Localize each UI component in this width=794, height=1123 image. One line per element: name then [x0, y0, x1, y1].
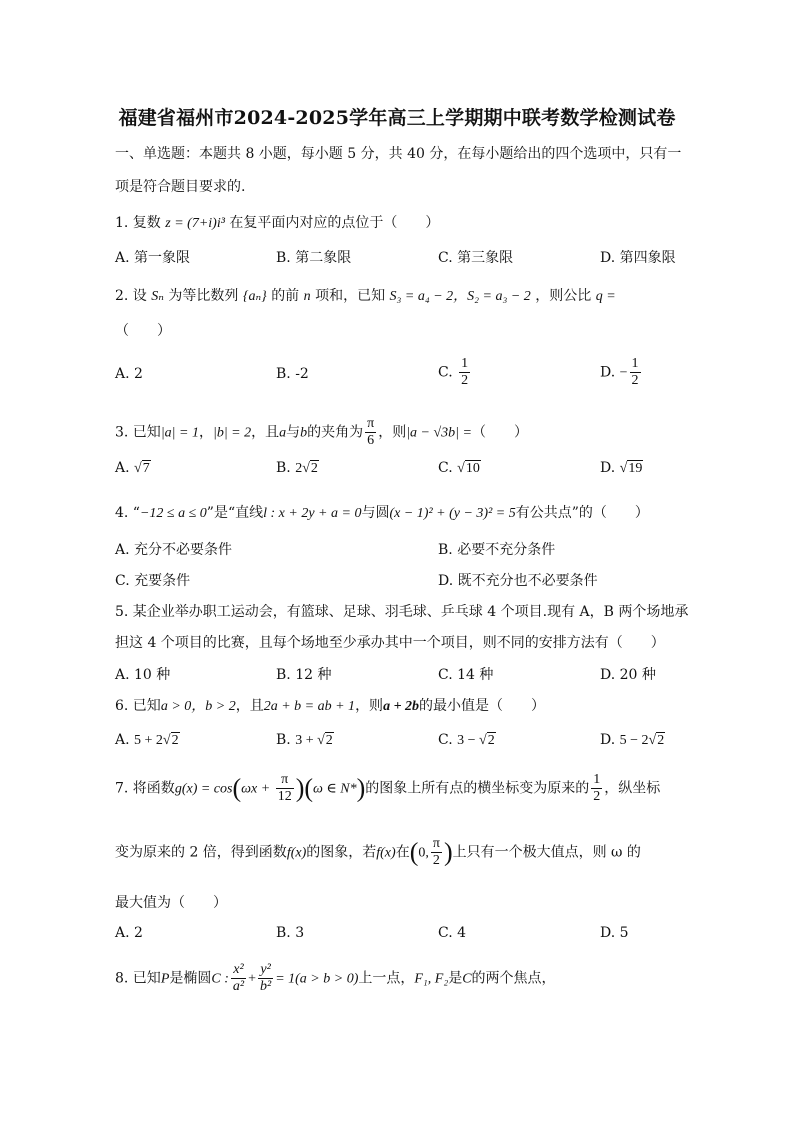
q6-text-c: ，则	[355, 698, 384, 714]
q4-option-a: A. 充分不必要条件	[115, 542, 233, 558]
q3-option-c-label: C.	[438, 460, 453, 476]
q3-text-f: ，则	[378, 424, 407, 441]
q3-text-g: （ ）	[471, 424, 528, 441]
q2-text-c: 的前	[271, 288, 300, 304]
q2-text-a: 2. 设	[115, 288, 147, 304]
q7-phase-num: π	[276, 772, 294, 789]
q2-n: n	[303, 289, 311, 304]
q7-fx: f(x)	[286, 845, 307, 861]
q1-suffix: 在复平面内对应的点位于（ ）	[229, 215, 440, 231]
q3-text-c: ，且	[251, 424, 280, 441]
q2-c-den: 2	[461, 373, 469, 388]
question-4	[115, 502, 649, 522]
q7-half-fraction	[591, 772, 602, 805]
question-7-line1: 7. 将函数g(x) = cos(ωx + $\frac{\pi}{12}$ )(ω ∈ N*)的图象上所有点的横坐标变为原来的 $\frac{1}{2}$ ，纵坐标	[115, 772, 661, 804]
q3-option-a-value: √7	[134, 461, 150, 476]
q8-text-b: 是椭圆	[169, 970, 212, 987]
q6-option-c-value: 3 −	[457, 733, 480, 748]
q7-inner: ωx +	[241, 781, 274, 797]
q3-text-b: ，	[198, 424, 213, 441]
q1-option-c: C. 第三象限	[438, 250, 514, 266]
q4-circle-eq: (x − 1)² + (y − 3)² = 5	[389, 506, 516, 521]
q3-text-a: 3. 已知	[115, 424, 161, 441]
q4-text-a: 4. “	[115, 505, 140, 521]
q3-expression: |a − √3b| =	[406, 425, 472, 441]
question-2-line2: （ ）	[115, 323, 171, 339]
question-6	[115, 695, 545, 715]
q6-option-d: D. 5 − 2√2	[600, 732, 665, 748]
q6-text-a: 6. 已知	[115, 698, 161, 714]
q2-c-num: 1	[461, 356, 469, 371]
q3-option-b-label: B.	[276, 460, 291, 476]
q6-cond-1: a > 0，b > 2	[160, 699, 236, 714]
q6-option-a-label: A.	[115, 732, 130, 748]
q7-half-den: 2	[593, 789, 601, 804]
q1-option-b: B. 第二象限	[276, 250, 352, 266]
question-5-line2: 担这 4 个项目的比赛，且每个场地至少承办其中一个项目，则不同的安排方法有（ ）	[115, 635, 665, 651]
q7-text-b: 的图象上所有点的横坐标变为原来的	[365, 780, 590, 797]
q2-d-num: 1	[631, 356, 639, 371]
q3-b-coef: 2	[295, 461, 303, 476]
q6-option-c: C. 3 − √2	[438, 732, 495, 748]
q3-option-b-value: 2√2	[295, 461, 318, 476]
q4-text-b: ”是“直线	[206, 505, 264, 521]
q2-sn: Sₙ	[151, 289, 164, 304]
q3-angle-fraction	[365, 416, 376, 449]
q4-option-c: C. 充要条件	[115, 573, 191, 589]
q4-line-eq: l : x + 2y + a = 0	[263, 506, 362, 521]
q2-text-b: 为等比数列	[168, 288, 239, 304]
q8-foci: F₁, F₂	[414, 971, 449, 987]
q7-phase-den: 12	[277, 789, 292, 804]
q6-d-radicand: 2	[657, 733, 665, 748]
q3-norm-b: |b| = 2	[212, 425, 252, 441]
q6-option-a: A. 5 + 2√2	[115, 732, 179, 748]
q8-y-fraction	[258, 962, 273, 995]
q5-option-b: B. 12 种	[276, 667, 332, 683]
q2-option-c-fraction	[459, 356, 470, 389]
q8-b2: b²	[259, 979, 272, 994]
q8-point: P	[160, 971, 170, 987]
q3-option-d	[600, 460, 643, 477]
q8-a2: a²	[232, 979, 245, 994]
q8-ellipse-c: C	[462, 971, 472, 987]
q2-option-c	[438, 356, 472, 389]
question-2-line1	[115, 285, 616, 305]
q7-half-num: 1	[593, 772, 601, 787]
q7-text-e: 的图象，若	[306, 844, 377, 861]
q3-option-c-value: √10	[457, 461, 480, 476]
q3-option-c	[438, 460, 481, 477]
q2-text-d: 项和，已知	[315, 288, 386, 304]
q8-plus: +	[248, 971, 256, 987]
q7-text-d: 变为原来的 2 倍，得到函数	[115, 844, 287, 861]
q7-interval-start: 0,	[418, 845, 429, 861]
q8-text-e: 的两个焦点，	[471, 970, 556, 987]
q7-phase-fraction	[276, 772, 294, 805]
q2-option-d-fraction	[630, 356, 641, 389]
q6-option-d-value: 5 − 2	[619, 733, 649, 748]
q7-option-b: B. 3	[276, 925, 305, 941]
q7-interval-fraction	[431, 836, 442, 869]
q6-a-radicand: 2	[171, 733, 179, 748]
q2-an: {aₙ}	[242, 289, 267, 304]
question-5-line1: 5. 某企业举办职工运动会，有篮球、足球、羽毛球、乒乓球 4 个项目.现有 A，B 两个场地承	[115, 604, 689, 620]
q6-text-b: ，且	[235, 698, 264, 714]
q3-a-radicand: 7	[142, 461, 150, 476]
q7-option-c: C. 4	[438, 925, 467, 941]
q6-option-b-label: B.	[276, 732, 291, 748]
q8-x-fraction	[231, 962, 246, 995]
q7-text-g: 上只有一个极大值点，则 ω 的	[452, 844, 641, 861]
q2-option-d	[600, 356, 643, 389]
q1-expr: z = (7+i)i³	[165, 216, 225, 231]
q8-ellipse-rest: = 1(a > b > 0)	[275, 971, 359, 987]
q7-condition: ω ∈ N*	[313, 781, 357, 797]
q3-text-e: 的夹角为	[307, 424, 364, 441]
q3-option-a-label: A.	[115, 460, 130, 476]
q4-range: −12 ≤ a ≤ 0	[139, 506, 207, 521]
q7-text-a: 7. 将函数	[115, 780, 175, 797]
q6-option-d-label: D.	[600, 732, 616, 748]
q8-text-c: 上一点，	[358, 970, 415, 987]
q7-function: g(x) = cos	[174, 781, 233, 797]
q8-text-d: 是	[448, 970, 463, 987]
q6-option-b-value: 3 +	[295, 733, 318, 748]
q7-int-num: π	[432, 836, 440, 851]
page-title: 福建省福州市2024-2025学年高三上学期期中联考数学检测试卷	[118, 107, 676, 129]
q3-b-radicand: 2	[310, 461, 318, 476]
q8-x2: x²	[231, 962, 246, 979]
question-3	[115, 416, 528, 449]
q7-text-f: 在	[395, 844, 410, 861]
q1-prefix: 1. 复数	[115, 215, 161, 231]
q3-norm-a: |a| = 1	[160, 425, 199, 441]
q3-option-d-label: D.	[600, 460, 616, 476]
q6-b-radicand: 2	[325, 733, 333, 748]
q6-c-radicand: 2	[487, 733, 495, 748]
q3-option-b	[276, 460, 319, 477]
q2-option-b: B. -2	[276, 366, 309, 382]
q2-d-sign: −	[619, 365, 628, 381]
q5-option-a: A. 10 种	[115, 667, 171, 683]
section-instructions-line1: 一、单选题：本题共 8 小题，每小题 5 分，共 40 分，在每小题给出的四个选项中，只有一	[115, 146, 682, 162]
question-1	[115, 212, 439, 232]
q7-int-den: 2	[432, 853, 440, 868]
q7-option-d: D. 5	[600, 925, 629, 941]
q2-q: q =	[595, 289, 616, 304]
q3-text-d: 与	[286, 424, 301, 441]
q2-condition: S₃ = a₄ − 2，S₂ = a₃ − 2	[389, 289, 531, 304]
q6-text-d: 的最小值是（ ）	[419, 698, 546, 714]
q2-option-d-label: D.	[600, 364, 616, 381]
q1-option-a: A. 第一象限	[115, 250, 191, 266]
q6-cond-2: 2a + b = ab + 1	[263, 699, 356, 714]
q5-option-d: D. 20 种	[600, 667, 656, 683]
question-7-line2: 变为原来的 2 倍，得到函数f(x)的图象，若f(x)在(0, $\frac{\pi}{2}$ )上只有一个极大值点，则 ω 的	[115, 836, 641, 868]
q8-y2: y²	[258, 962, 273, 979]
q4-text-c: 与圆	[361, 505, 390, 521]
q3-angle-den: 6	[367, 433, 375, 448]
q2-option-c-label: C.	[438, 364, 453, 381]
q8-text-a: 8. 已知	[115, 970, 161, 987]
q3-d-radicand: 19	[628, 461, 643, 476]
q7-text-c: ，纵坐标	[604, 780, 661, 797]
q4-text-d: 有公共点”的（ ）	[515, 505, 649, 521]
q5-option-c: C. 14 种	[438, 667, 494, 683]
q3-option-a	[115, 460, 151, 477]
q8-ellipse-label: C :	[211, 971, 229, 987]
q3-vec-a: a	[279, 425, 287, 441]
q3-angle-num: π	[367, 416, 375, 431]
q4-option-b: B. 必要不充分条件	[438, 542, 556, 558]
q2-d-den: 2	[631, 373, 639, 388]
q4-option-d: D. 既不充分也不必要条件	[438, 573, 598, 589]
q3-option-d-value: √19	[619, 461, 643, 476]
q7-option-a: A. 2	[115, 925, 143, 941]
q2-text-e: ，则公比	[535, 288, 592, 304]
question-7-line3: 最大值为（ ）	[115, 895, 227, 911]
q6-option-a-value: 5 + 2	[134, 733, 163, 748]
q6-target: a + 2b	[383, 699, 420, 714]
q6-option-c-label: C.	[438, 732, 453, 748]
q3-vec-b: b	[300, 425, 308, 441]
section-instructions-line2: 项是符合题目要求的.	[115, 179, 246, 195]
question-8	[115, 962, 556, 995]
q7-fx-2: f(x)	[376, 845, 396, 861]
q1-option-d: D. 第四象限	[600, 250, 676, 266]
q3-c-radicand: 10	[465, 461, 480, 476]
q6-option-b: B. 3 + √2	[276, 732, 333, 748]
q2-option-a: A. 2	[115, 366, 143, 382]
